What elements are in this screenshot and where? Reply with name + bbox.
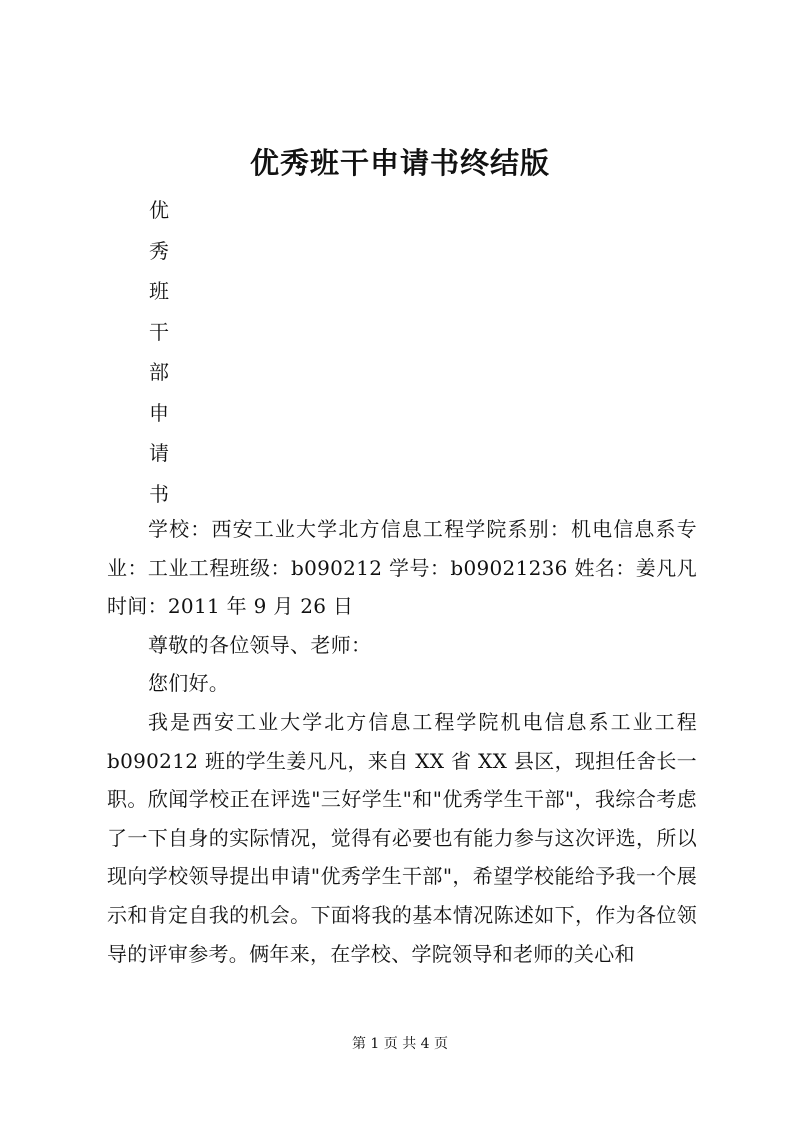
vertical-heading bbox=[149, 190, 169, 514]
heading-char: 秀 bbox=[149, 238, 169, 263]
heading-char: 书 bbox=[149, 481, 169, 506]
salutation: 尊敬的各位领导、老师： bbox=[148, 632, 372, 657]
heading-char: 请 bbox=[149, 441, 169, 465]
greeting: 您们好。 bbox=[148, 671, 230, 696]
page-footer: 第 1 页 共 4 页 bbox=[351, 1036, 449, 1052]
document-title: 优秀班干申请书终结版 bbox=[249, 146, 550, 180]
info-paragraph: 学校：西安工业大学北方信息工程学院系别：机电信息系专业：工业工程班级：b090212 学号：b09021236 姓名：姜凡凡时间：2011 年 9 月 26 日 bbox=[107, 517, 697, 619]
heading-char: 干 bbox=[149, 319, 169, 344]
heading-char: 班 bbox=[149, 279, 169, 303]
heading-char: 部 bbox=[149, 360, 169, 384]
heading-char: 申 bbox=[149, 400, 169, 425]
document-body bbox=[107, 510, 697, 973]
heading-char: 优 bbox=[149, 198, 169, 222]
body-paragraph: 我是西安工业大学北方信息工程学院机电信息系工业工程 b090212 班的学生姜凡凡，来自 XX 省 XX 县区，现担任舍长一职。欣闻学校正在评选"三好学生"和"优秀学生干部"，我综合考虑了一下自身的实际情况，觉得有必要也有能力参与这次评选，所以现向学校领导提出申请"优秀学生干部"，希望学校能给予我一个展示和肯定自我的机会。下面将我的基本情况陈述如下，作为各位领导的评审参考。俩年来，在学校、学院领导和老师的关心和 bbox=[107, 709, 697, 966]
